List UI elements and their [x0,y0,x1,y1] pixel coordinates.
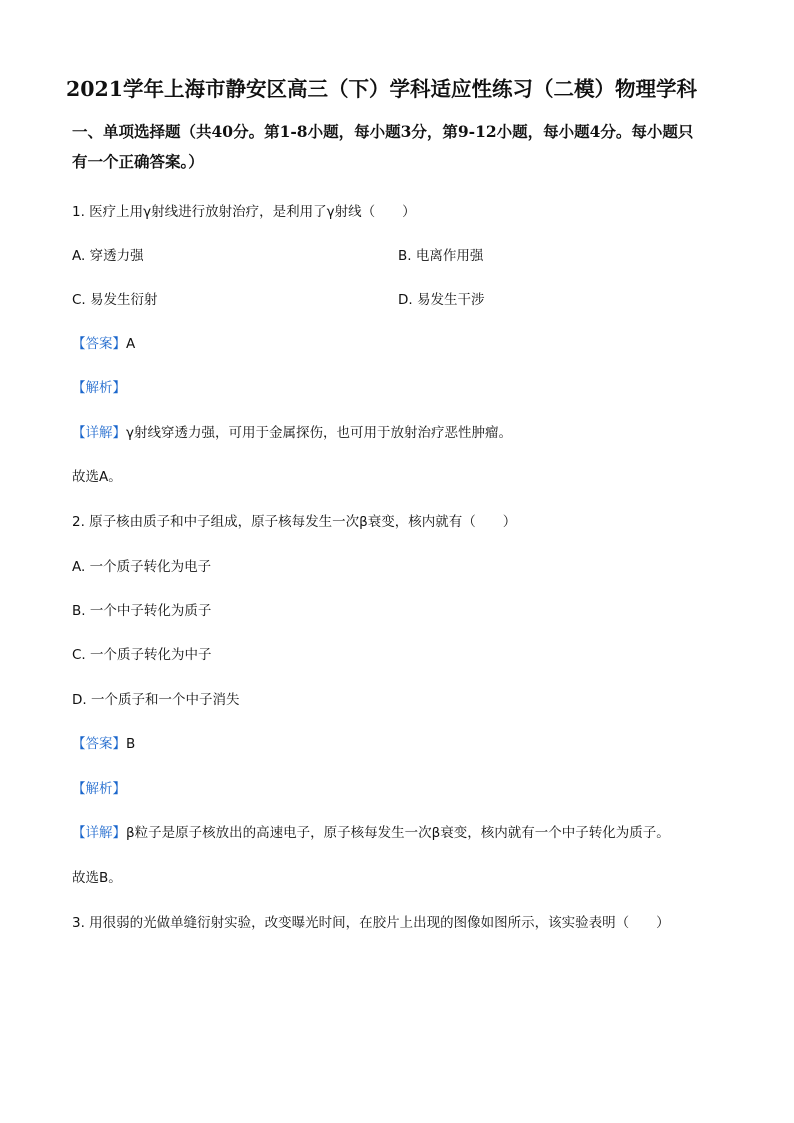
question-1-option-a: A. 穿透力强 [72,248,144,264]
question-1-answer [72,332,135,352]
question-2-option-c: C. 一个质子转化为中子 [72,647,212,663]
question-2-analysis [72,777,126,797]
question-2-option-d: D. 一个质子和一个中子消失 [72,692,240,708]
question-2-option-a: A. 一个质子转化为电子 [72,559,212,575]
question-1-conclusion: 故选A。 [72,469,122,485]
question-2-conclusion: 故选B。 [72,870,122,886]
answer-value: A [126,336,136,352]
document-title: 2021学年上海市静安区高三（下）学科适应性练习（二模）物理学科 [66,77,698,101]
question-1-stem: 1. 医疗上用γ射线进行放射治疗，是利用了γ射线（ ） [72,204,416,220]
question-2-option-b: B. 一个中子转化为质子 [72,603,212,619]
question-3-stem: 3. 用很弱的光做单缝衍射实验，改变曝光时间，在胶片上出现的图像如图所示，该实验表明（ ） [72,915,670,931]
detail-text: γ射线穿透力强，可用于金属探伤，也可用于放射治疗恶性肿瘤。 [126,425,512,441]
section-heading-line2: 有一个正确答案。） [72,152,204,171]
detail-tag: 【详解】 [72,425,126,441]
question-1-option-d: D. 易发生干涉 [398,292,485,308]
question-2-answer [72,732,135,752]
detail-text: β粒子是原子核放出的高速电子，原子核每发生一次β衰变，核内就有一个中子转化为质子。 [126,825,670,841]
answer-tag: 【答案】 [72,736,126,752]
question-1-option-c: C. 易发生衍射 [72,292,158,308]
answer-tag: 【答案】 [72,336,126,352]
section-heading-line1: 一、单项选择题（共40分。第1-8小题，每小题3分，第9-12小题，每小题4分。每小题只 [72,122,694,141]
answer-value: B [126,736,136,752]
analysis-tag: 【解析】 [72,380,126,396]
detail-tag: 【详解】 [72,825,126,841]
question-2-stem: 2. 原子核由质子和中子组成，原子核每发生一次β衰变，核内就有（ ） [72,514,517,530]
question-1-analysis [72,376,126,396]
question-1-detail [72,421,512,441]
analysis-tag: 【解析】 [72,781,126,797]
question-1-option-b: B. 电离作用强 [398,248,484,264]
question-2-detail [72,821,670,841]
